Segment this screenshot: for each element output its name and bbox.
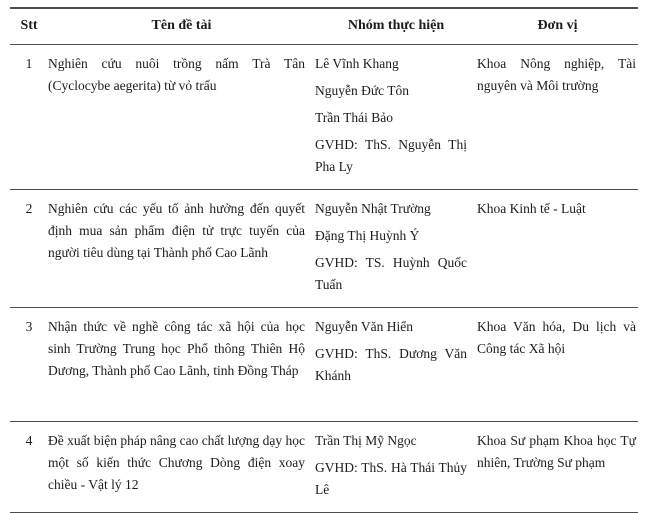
- team-cell: [315, 45, 477, 189]
- team-advisor: GVHD: TS. Huỳnh Quốc Tuấn: [315, 255, 467, 292]
- team-cell: [315, 422, 477, 512]
- table-row: [10, 308, 638, 422]
- table-header-row: [10, 9, 638, 45]
- column-header-team: Nhóm thực hiện: [347, 17, 445, 33]
- column-header-title: Tên đề tài: [151, 17, 212, 33]
- column-header-stt: Stt: [20, 17, 38, 33]
- team-member: Lê Vĩnh Khang: [315, 56, 399, 71]
- stt-cell: 2: [25, 201, 33, 216]
- stt-cell: 3: [25, 319, 33, 334]
- unit-cell: Khoa Kinh tế - Luật: [477, 201, 586, 216]
- team-member: Trần Thái Bảo: [315, 110, 394, 125]
- team-advisor: GVHD: ThS. Dương Văn Khánh: [315, 346, 467, 383]
- team-advisor: GVHD: ThS. Nguyễn Thị Pha Ly: [315, 137, 467, 174]
- team-member: Đặng Thị Huỳnh Ý: [315, 228, 420, 243]
- team-cell: [315, 308, 477, 421]
- column-header-unit: Đơn vị: [537, 17, 578, 33]
- team-member: Nguyễn Văn Hiển: [315, 319, 413, 334]
- stt-cell: 1: [25, 56, 33, 71]
- team-member: Nguyễn Nhật Trường: [315, 201, 431, 216]
- research-topics-table: [10, 7, 638, 513]
- topic-title-cell: Nhận thức về nghề công tác xã hội của học sinh Trường Trung học Phổ thông Thiên Hộ Dương, Thành phố Cao Lãnh, tinh Đồng Tháp: [48, 319, 305, 378]
- unit-cell: Khoa Nông nghiệp, Tài nguyên và Môi trường: [477, 56, 636, 93]
- unit-cell: Khoa Sư phạm Khoa học Tự nhiên, Trường Sư phạm: [477, 433, 636, 470]
- stt-cell: 4: [25, 433, 33, 448]
- topic-title-cell: Nghiên cứu nuôi trồng nấm Trà Tân (Cyclocybe aegerita) từ vỏ trấu: [48, 56, 305, 93]
- table-row: [10, 45, 638, 190]
- topic-title-cell: Nghiên cứu các yếu tố ảnh hưởng đến quyết định mua sản phẩm điện tử trực tuyến của người tiêu dùng tại Thành phố Cao Lãnh: [48, 201, 305, 260]
- table-row: [10, 190, 638, 308]
- team-advisor: GVHD: ThS. Hà Thái Thủy Lê: [315, 460, 467, 497]
- table-row: [10, 422, 638, 513]
- team-member: Trần Thị Mỹ Ngọc: [315, 433, 417, 448]
- unit-cell: Khoa Văn hóa, Du lịch và Công tác Xã hội: [477, 319, 636, 356]
- team-member: Nguyễn Đức Tôn: [315, 83, 410, 98]
- team-cell: [315, 190, 477, 307]
- topic-title-cell: Đề xuất biện pháp nâng cao chất lượng dạy học một số kiến thức Chương Dòng điện xoay chiều - Vật lý 12: [48, 433, 305, 492]
